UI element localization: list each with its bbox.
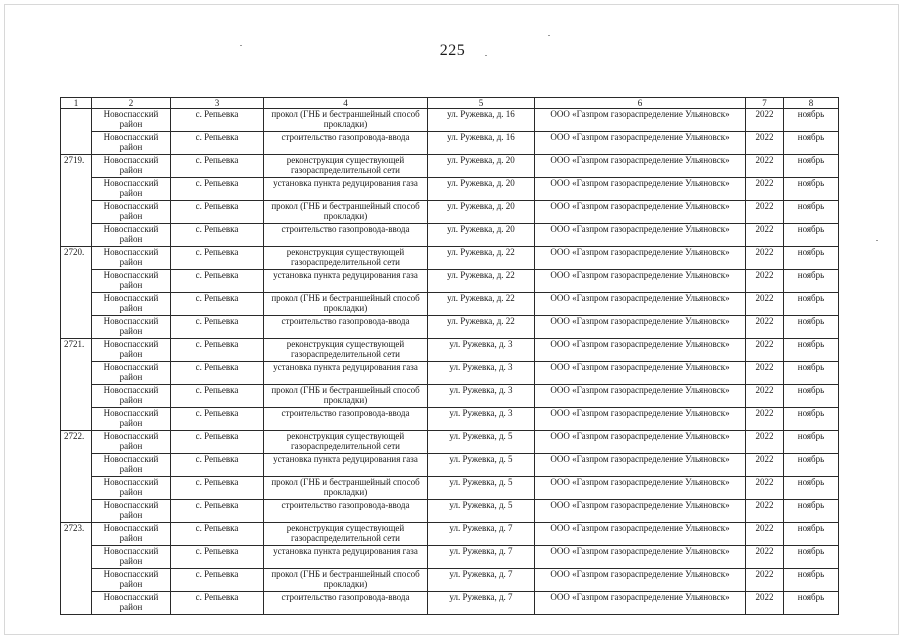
month-cell: ноябрь: [784, 247, 839, 270]
table-row: [61, 339, 839, 362]
table-row: [61, 431, 839, 454]
year-cell: 2022: [746, 500, 784, 523]
month-cell: ноябрь: [784, 408, 839, 431]
table-row: [61, 178, 839, 201]
district-cell: Новоспасский район: [92, 339, 171, 362]
col-header: 6: [535, 98, 746, 109]
village-cell: с. Репьевка: [171, 546, 264, 569]
month-cell: ноябрь: [784, 454, 839, 477]
col-header: 4: [264, 98, 428, 109]
month-cell: ноябрь: [784, 339, 839, 362]
table-row: [61, 523, 839, 546]
year-cell: 2022: [746, 431, 784, 454]
district-cell: Новоспасский район: [92, 270, 171, 293]
district-cell: Новоспасский район: [92, 132, 171, 155]
month-cell: ноябрь: [784, 293, 839, 316]
table-row: [61, 546, 839, 569]
work-cell: прокол (ГНБ и бестраншейный способ прокладки): [264, 293, 428, 316]
address-cell: ул. Ружевка, д. 3: [428, 385, 535, 408]
col-header: 7: [746, 98, 784, 109]
org-cell: ООО «Газпром газораспределение Ульяновск»: [535, 293, 746, 316]
year-cell: 2022: [746, 454, 784, 477]
org-cell: ООО «Газпром газораспределение Ульяновск»: [535, 592, 746, 615]
work-cell: строительство газопровода-ввода: [264, 592, 428, 615]
org-cell: ООО «Газпром газораспределение Ульяновск»: [535, 339, 746, 362]
work-cell: прокол (ГНБ и бестраншейный способ прокладки): [264, 385, 428, 408]
district-cell: Новоспасский район: [92, 431, 171, 454]
year-cell: 2022: [746, 270, 784, 293]
village-cell: с. Репьевка: [171, 592, 264, 615]
month-cell: ноябрь: [784, 477, 839, 500]
org-cell: ООО «Газпром газораспределение Ульяновск»: [535, 178, 746, 201]
org-cell: ООО «Газпром газораспределение Ульяновск»: [535, 569, 746, 592]
year-cell: 2022: [746, 477, 784, 500]
org-cell: ООО «Газпром газораспределение Ульяновск»: [535, 477, 746, 500]
month-cell: ноябрь: [784, 224, 839, 247]
year-cell: 2022: [746, 408, 784, 431]
table-row: [61, 569, 839, 592]
work-cell: реконструкция существующей газораспределительной сети: [264, 339, 428, 362]
year-cell: 2022: [746, 592, 784, 615]
table-row: [61, 109, 839, 132]
work-cell: реконструкция существующей газораспределительной сети: [264, 247, 428, 270]
district-cell: Новоспасский район: [92, 546, 171, 569]
address-cell: ул. Ружевка, д. 7: [428, 523, 535, 546]
district-cell: Новоспасский район: [92, 408, 171, 431]
work-cell: установка пункта редуцирования газа: [264, 362, 428, 385]
address-cell: ул. Ружевка, д. 22: [428, 270, 535, 293]
month-cell: ноябрь: [784, 569, 839, 592]
month-cell: ноябрь: [784, 270, 839, 293]
table-row: [61, 316, 839, 339]
col-header: 8: [784, 98, 839, 109]
district-cell: Новоспасский район: [92, 109, 171, 132]
table-body: [61, 109, 839, 615]
month-cell: ноябрь: [784, 546, 839, 569]
year-cell: 2022: [746, 569, 784, 592]
org-cell: ООО «Газпром газораспределение Ульяновск»: [535, 385, 746, 408]
month-cell: ноябрь: [784, 132, 839, 155]
address-cell: ул. Ружевка, д. 22: [428, 293, 535, 316]
month-cell: ноябрь: [784, 523, 839, 546]
address-cell: ул. Ружевка, д. 3: [428, 339, 535, 362]
village-cell: с. Репьевка: [171, 523, 264, 546]
table-row: [61, 224, 839, 247]
table-row: [61, 408, 839, 431]
village-cell: с. Репьевка: [171, 454, 264, 477]
district-cell: Новоспасский район: [92, 592, 171, 615]
org-cell: ООО «Газпром газораспределение Ульяновск»: [535, 362, 746, 385]
work-cell: строительство газопровода-ввода: [264, 316, 428, 339]
entry-number-cell: 2721.: [61, 339, 92, 431]
year-cell: 2022: [746, 546, 784, 569]
org-cell: ООО «Газпром газораспределение Ульяновск»: [535, 132, 746, 155]
entry-number-cell: 2720.: [61, 247, 92, 339]
org-cell: ООО «Газпром газораспределение Ульяновск»: [535, 431, 746, 454]
month-cell: ноябрь: [784, 155, 839, 178]
village-cell: с. Репьевка: [171, 431, 264, 454]
address-cell: ул. Ружевка, д. 5: [428, 500, 535, 523]
village-cell: с. Репьевка: [171, 293, 264, 316]
address-cell: ул. Ружевка, д. 22: [428, 247, 535, 270]
work-cell: установка пункта редуцирования газа: [264, 454, 428, 477]
month-cell: ноябрь: [784, 109, 839, 132]
org-cell: ООО «Газпром газораспределение Ульяновск»: [535, 500, 746, 523]
work-cell: установка пункта редуцирования газа: [264, 270, 428, 293]
village-cell: с. Репьевка: [171, 362, 264, 385]
org-cell: ООО «Газпром газораспределение Ульяновск»: [535, 201, 746, 224]
district-cell: Новоспасский район: [92, 224, 171, 247]
table-row: [61, 247, 839, 270]
scan-speck: [485, 55, 487, 56]
address-cell: ул. Ружевка, д. 22: [428, 316, 535, 339]
district-cell: Новоспасский район: [92, 500, 171, 523]
org-cell: ООО «Газпром газораспределение Ульяновск»: [535, 408, 746, 431]
year-cell: 2022: [746, 109, 784, 132]
page-number: 225: [439, 42, 466, 59]
address-cell: ул. Ружевка, д. 20: [428, 224, 535, 247]
org-cell: ООО «Газпром газораспределение Ульяновск»: [535, 155, 746, 178]
work-cell: строительство газопровода-ввода: [264, 500, 428, 523]
table-row: [61, 201, 839, 224]
village-cell: с. Репьевка: [171, 224, 264, 247]
year-cell: 2022: [746, 247, 784, 270]
address-cell: ул. Ружевка, д. 5: [428, 477, 535, 500]
district-cell: Новоспасский район: [92, 477, 171, 500]
work-cell: прокол (ГНБ и бестраншейный способ прокладки): [264, 201, 428, 224]
district-cell: Новоспасский район: [92, 523, 171, 546]
entry-number-cell: [61, 109, 92, 155]
col-header: 1: [61, 98, 92, 109]
village-cell: с. Репьевка: [171, 385, 264, 408]
district-cell: Новоспасский район: [92, 454, 171, 477]
col-header: 3: [171, 98, 264, 109]
year-cell: 2022: [746, 224, 784, 247]
year-cell: 2022: [746, 316, 784, 339]
org-cell: ООО «Газпром газораспределение Ульяновск»: [535, 316, 746, 339]
address-cell: ул. Ружевка, д. 16: [428, 109, 535, 132]
address-cell: ул. Ружевка, д. 20: [428, 178, 535, 201]
year-cell: 2022: [746, 362, 784, 385]
month-cell: ноябрь: [784, 592, 839, 615]
address-cell: ул. Ружевка, д. 5: [428, 454, 535, 477]
table-row: [61, 454, 839, 477]
table-row: [61, 477, 839, 500]
col-header: 5: [428, 98, 535, 109]
table-row: [61, 155, 839, 178]
district-cell: Новоспасский район: [92, 247, 171, 270]
district-cell: Новоспасский район: [92, 201, 171, 224]
entry-number-cell: 2723.: [61, 523, 92, 615]
work-cell: прокол (ГНБ и бестраншейный способ прокладки): [264, 477, 428, 500]
work-cell: прокол (ГНБ и бестраншейный способ прокладки): [264, 569, 428, 592]
village-cell: с. Репьевка: [171, 316, 264, 339]
village-cell: с. Репьевка: [171, 339, 264, 362]
work-cell: реконструкция существующей газораспределительной сети: [264, 431, 428, 454]
address-cell: ул. Ружевка, д. 20: [428, 155, 535, 178]
org-cell: ООО «Газпром газораспределение Ульяновск»: [535, 270, 746, 293]
address-cell: ул. Ружевка, д. 7: [428, 592, 535, 615]
work-cell: установка пункта редуцирования газа: [264, 178, 428, 201]
district-cell: Новоспасский район: [92, 362, 171, 385]
scan-speck: [548, 35, 550, 36]
month-cell: ноябрь: [784, 362, 839, 385]
district-cell: Новоспасский район: [92, 178, 171, 201]
month-cell: ноябрь: [784, 316, 839, 339]
year-cell: 2022: [746, 201, 784, 224]
year-cell: 2022: [746, 385, 784, 408]
month-cell: ноябрь: [784, 431, 839, 454]
work-cell: установка пункта редуцирования газа: [264, 546, 428, 569]
village-cell: с. Репьевка: [171, 569, 264, 592]
village-cell: с. Репьевка: [171, 270, 264, 293]
month-cell: ноябрь: [784, 178, 839, 201]
table-row: [61, 270, 839, 293]
table-row: [61, 293, 839, 316]
address-cell: ул. Ружевка, д. 3: [428, 362, 535, 385]
village-cell: с. Репьевка: [171, 500, 264, 523]
table-row: [61, 592, 839, 615]
year-cell: 2022: [746, 132, 784, 155]
entry-number-cell: 2719.: [61, 155, 92, 247]
address-cell: ул. Ружевка, д. 7: [428, 569, 535, 592]
entry-number-cell: 2722.: [61, 431, 92, 523]
work-cell: прокол (ГНБ и бестраншейный способ прокладки): [264, 109, 428, 132]
org-cell: ООО «Газпром газораспределение Ульяновск»: [535, 523, 746, 546]
village-cell: с. Репьевка: [171, 109, 264, 132]
org-cell: ООО «Газпром газораспределение Ульяновск»: [535, 224, 746, 247]
work-cell: строительство газопровода-ввода: [264, 408, 428, 431]
year-cell: 2022: [746, 293, 784, 316]
month-cell: ноябрь: [784, 385, 839, 408]
work-cell: реконструкция существующей газораспределительной сети: [264, 523, 428, 546]
village-cell: с. Репьевка: [171, 408, 264, 431]
work-cell: строительство газопровода-ввода: [264, 224, 428, 247]
table-row: [61, 132, 839, 155]
district-cell: Новоспасский район: [92, 155, 171, 178]
year-cell: 2022: [746, 155, 784, 178]
village-cell: с. Репьевка: [171, 132, 264, 155]
year-cell: 2022: [746, 523, 784, 546]
table-row: [61, 362, 839, 385]
village-cell: с. Репьевка: [171, 201, 264, 224]
org-cell: ООО «Газпром газораспределение Ульяновск»: [535, 546, 746, 569]
address-cell: ул. Ружевка, д. 3: [428, 408, 535, 431]
header-row: [61, 98, 839, 109]
col-header: 2: [92, 98, 171, 109]
org-cell: ООО «Газпром газораспределение Ульяновск»: [535, 247, 746, 270]
address-cell: ул. Ружевка, д. 7: [428, 546, 535, 569]
village-cell: с. Репьевка: [171, 155, 264, 178]
district-cell: Новоспасский район: [92, 385, 171, 408]
table-row: [61, 385, 839, 408]
year-cell: 2022: [746, 178, 784, 201]
address-cell: ул. Ружевка, д. 16: [428, 132, 535, 155]
scan-speck: [876, 240, 878, 241]
org-cell: ООО «Газпром газораспределение Ульяновск»: [535, 109, 746, 132]
month-cell: ноябрь: [784, 500, 839, 523]
village-cell: с. Репьевка: [171, 247, 264, 270]
org-cell: ООО «Газпром газораспределение Ульяновск»: [535, 454, 746, 477]
district-cell: Новоспасский район: [92, 569, 171, 592]
district-cell: Новоспасский район: [92, 316, 171, 339]
district-cell: Новоспасский район: [92, 293, 171, 316]
scan-speck: [240, 45, 242, 46]
gas-works-table: [60, 97, 839, 615]
table-row: [61, 500, 839, 523]
work-cell: реконструкция существующей газораспределительной сети: [264, 155, 428, 178]
village-cell: с. Репьевка: [171, 477, 264, 500]
month-cell: ноябрь: [784, 201, 839, 224]
address-cell: ул. Ружевка, д. 5: [428, 431, 535, 454]
address-cell: ул. Ружевка, д. 20: [428, 201, 535, 224]
village-cell: с. Репьевка: [171, 178, 264, 201]
work-cell: строительство газопровода-ввода: [264, 132, 428, 155]
year-cell: 2022: [746, 339, 784, 362]
